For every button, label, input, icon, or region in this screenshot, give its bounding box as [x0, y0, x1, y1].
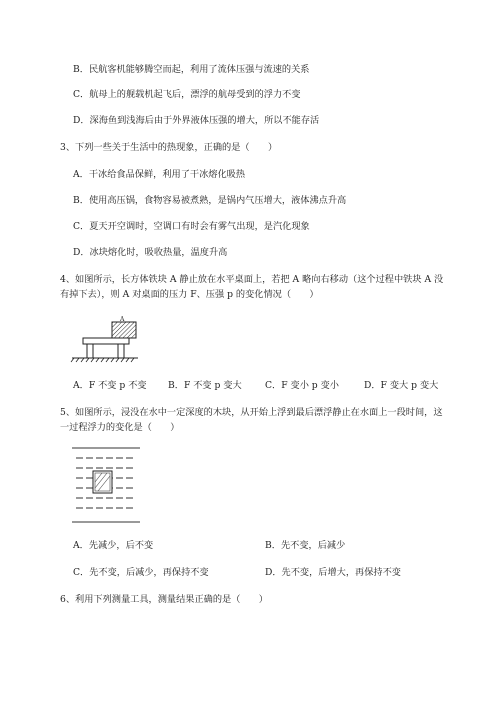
- q4-option-c: C．F 变小 p 变小: [265, 380, 339, 391]
- q4-figure-table-block: [68, 316, 148, 364]
- table-leg-right: [118, 344, 124, 358]
- wood-block: [93, 471, 112, 493]
- block-label-a: A: [120, 316, 125, 323]
- q2-option-b: B．民航客机能够腾空而起，利用了流体压强与流速的关系: [73, 64, 310, 75]
- q3-option-c: C．夏天开空调时，空调口有时会有雾气出现，是汽化现象: [73, 221, 310, 232]
- q4-option-b: B．F 不变 p 变大: [168, 380, 242, 391]
- q3-stem: 3、下列一些关于生活中的热现象，正确的是（ ）: [60, 142, 278, 153]
- q4-option-d: D．F 变大 p 变大: [364, 380, 439, 391]
- q4-option-a: A．F 不变 p 不变: [73, 380, 147, 391]
- q5-option-d: D．先不变，后增大，再保持不变: [265, 567, 401, 578]
- q3-option-d: D．冰块熔化时，吸收热量，温度升高: [73, 247, 228, 258]
- q5-option-a: A．先减少，后不变: [73, 540, 154, 551]
- table-leg-left: [87, 344, 93, 358]
- q2-option-d: D．深海鱼到浅海后由于外界液体压强的增大，所以不能存活: [73, 115, 320, 126]
- q3-option-a: A．干冰给食品保鲜，利用了干冰熔化吸热: [73, 169, 246, 180]
- q5-option-c: C．先不变，后减少，再保持不变: [73, 567, 209, 578]
- q4-stem: 4、如图所示，长方体铁块 A 静止放在水平桌面上，若把 A 略向右移动（这个过程中铁块 A 没有掉下去），则 A 对桌面的压力 F、压强 p 的变化情况（ ）: [60, 274, 444, 300]
- q5-figure-water-wood: [70, 446, 146, 526]
- table-top: [83, 338, 129, 344]
- q5-option-b: B．先不变，后减少: [265, 540, 346, 551]
- q5-stem: 5、如图所示，浸没在水中一定深度的木块，从开始上浮到最后漂浮静止在水面上一段时间，这一过程浮力的变化是（ ）: [60, 407, 443, 433]
- q3-option-b: B．使用高压锅，食物容易被煮熟，是锅内气压增大，液体沸点升高: [73, 195, 347, 206]
- iron-block-a: [112, 322, 136, 338]
- q6-stem: 6、利用下列测量工具，测量结果正确的是（ ）: [60, 594, 268, 605]
- q2-option-c: C．航母上的舰载机起飞后，漂浮的航母受到的浮力不变: [73, 89, 301, 100]
